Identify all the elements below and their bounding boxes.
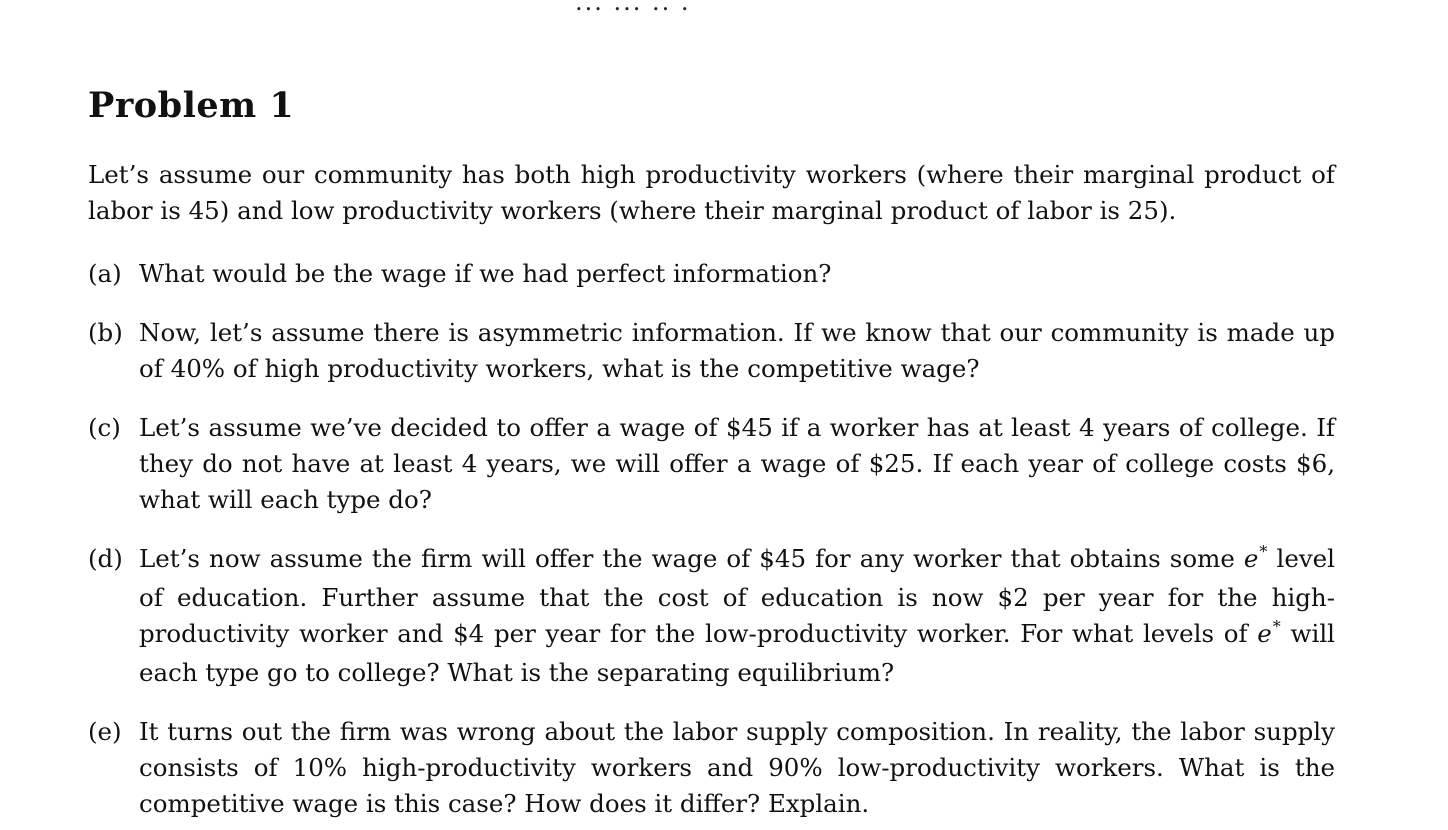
part-a-label: (a) xyxy=(88,259,122,288)
part-d-text-1: Let’s now assume the firm will offer the wage of $45 for any worker that obtains some xyxy=(139,544,1235,573)
problem-intro: Let’s assume our community has both high productivity workers (where their marginal product of labor is 45) and low productivity workers (where their marginal product of labor is 25). xyxy=(88,160,1335,225)
education-level-superscript-2: * xyxy=(1272,617,1281,636)
part-c xyxy=(88,410,1335,518)
education-level-superscript-1: * xyxy=(1259,542,1268,561)
part-e-label: (e) xyxy=(88,717,122,746)
part-d-label: (d) xyxy=(88,544,123,573)
part-a-text: What would be the wage if we had perfect information? xyxy=(139,259,832,288)
part-c-text: Let’s assume we’ve decided to offer a wage of $45 if a worker has at least 4 years of college. If they do not have at least 4 years, we will offer a wage of $25. If each year of college costs $6, what will each type do? xyxy=(139,413,1335,514)
part-e-text: It turns out the firm was wrong about the labor supply composition. In reality, the labor supply consists of 10% high-productivity workers and 90% low-productivity workers. What is the competitive wage is this case? How does it differ? Explain. xyxy=(139,717,1335,818)
part-b-text: Now, let’s assume there is asymmetric information. If we know that our community is made up of 40% of high productivity workers, what is the competitive wage? xyxy=(139,318,1335,383)
education-level-variable-1: e xyxy=(1243,544,1259,573)
part-d-text-2: level of education. Further assume that the cost of education is now $2 per year for the high-productivity worker and $4 per year for the low-productivity worker. For what levels of xyxy=(139,544,1335,648)
problem-parts-list xyxy=(88,256,1335,822)
education-level-variable-2: e xyxy=(1257,619,1272,648)
part-c-label: (c) xyxy=(88,413,121,442)
cropped-header-text: ... ... .. . xyxy=(575,0,691,16)
part-d xyxy=(88,541,1335,691)
part-b xyxy=(88,315,1335,387)
part-a xyxy=(88,256,1335,292)
part-e xyxy=(88,714,1335,822)
problem-title: Problem 1 xyxy=(88,85,295,126)
part-b-label: (b) xyxy=(88,318,123,347)
part-d-text-3: will each type go to college? What is the separating equilibrium? xyxy=(139,619,1335,687)
